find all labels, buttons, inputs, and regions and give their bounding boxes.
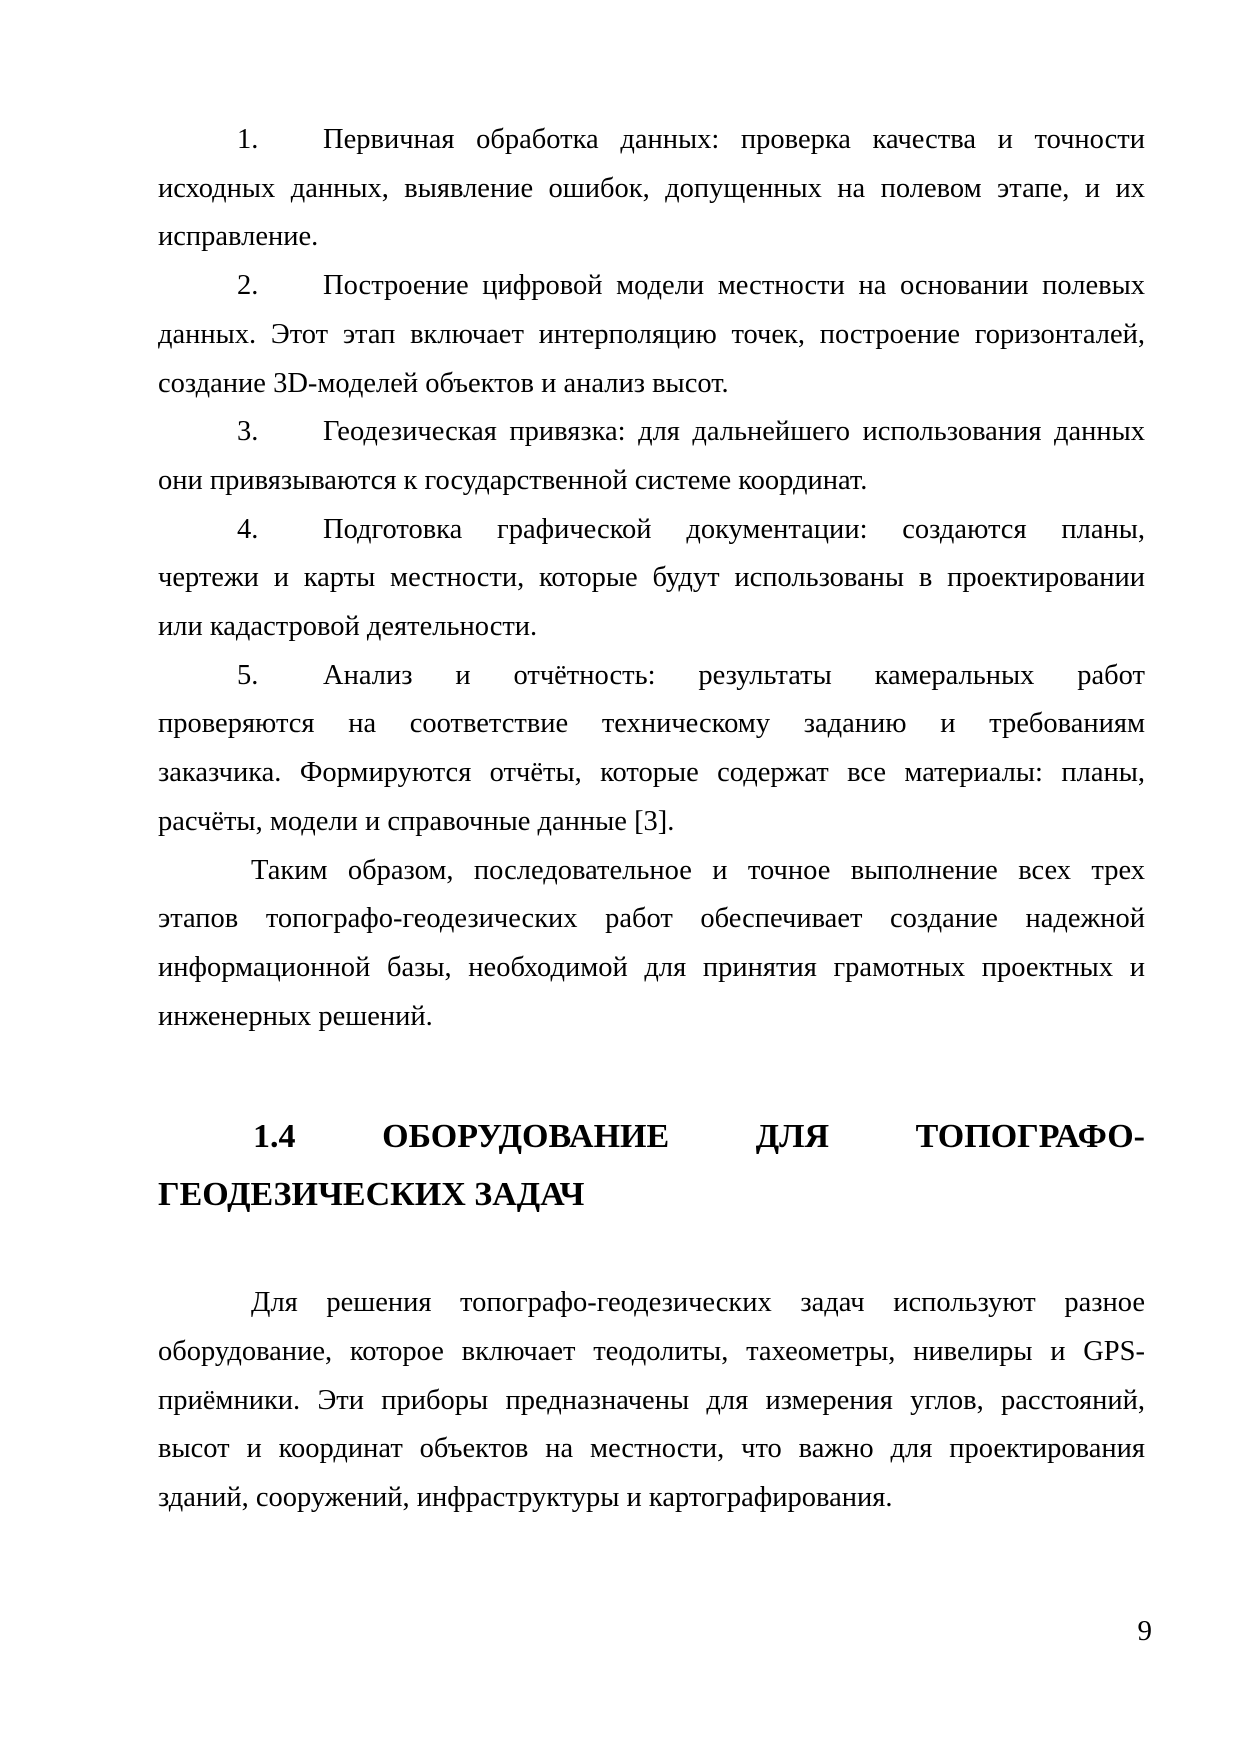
text-line xyxy=(158,408,1145,457)
list-item-text: Подготовка графической документации: создаются планы, xyxy=(323,513,1145,545)
text-line: проверяются на соответствие техническому заданию и требованиям xyxy=(158,708,1145,740)
text-line: 1.4 ОБОРУДОВАНИЕ ДЛЯ ТОПОГРАФО- xyxy=(253,1118,1145,1156)
list-number: 1. xyxy=(237,124,259,155)
list-item xyxy=(158,652,1145,847)
text-line: они привязываются к государственной системе координат. xyxy=(158,464,868,496)
paragraph xyxy=(158,1279,1145,1523)
list-number: 5. xyxy=(237,659,259,691)
paragraph xyxy=(158,847,1145,1042)
page-number: 9 xyxy=(1137,1615,1152,1647)
list-item-text: Построение цифровой модели местности на основании полевых xyxy=(323,270,1145,302)
text-line: заказчика. Формируются отчёты, которые содержат все материалы: планы, xyxy=(158,757,1145,789)
text-line: исправление. xyxy=(158,221,319,253)
text-line: данных. Этот этап включает интерполяцию точек, построение горизонталей, xyxy=(158,318,1145,350)
list-item xyxy=(158,116,1145,262)
text-line: создание 3D-моделей объектов и анализ высот. xyxy=(158,367,729,399)
text-line: исходных данных, выявление ошибок, допущенных на полевом этапе, и их xyxy=(158,172,1145,204)
text-line: ГЕОДЕЗИЧЕСКИХ ЗАДАЧ xyxy=(158,1176,585,1214)
list-item-text: Анализ и отчётность: результаты камеральных работ xyxy=(323,659,1145,691)
list-number: 4. xyxy=(237,513,259,545)
section-heading xyxy=(158,1108,1145,1224)
text-line: чертежи и карты местности, которые будут использованы в проектировании xyxy=(158,562,1145,594)
text-line: Таким образом, последовательное и точное выполнение всех трех xyxy=(251,854,1145,886)
list-number: 2. xyxy=(237,270,259,302)
list-item xyxy=(158,506,1145,652)
page-content xyxy=(158,116,1145,1523)
text-line xyxy=(158,116,1145,165)
text-line: информационной базы, необходимой для принятия грамотных проектных и xyxy=(158,951,1145,983)
text-line: или кадастровой деятельности. xyxy=(158,611,538,643)
text-line: приёмники. Эти приборы предназначены для измерения углов, расстояний, xyxy=(158,1384,1145,1416)
text-line: оборудование, которое включает теодолиты, тахеометры, нивелиры и GPS- xyxy=(158,1336,1145,1368)
text-line: этапов топографо-геодезических работ обеспечивает создание надежной xyxy=(158,903,1145,935)
list-item-text: Первичная обработка данных: проверка качества и точности xyxy=(323,124,1145,155)
list-item xyxy=(158,408,1145,505)
list-item xyxy=(158,262,1145,408)
text-line xyxy=(158,506,1145,555)
text-line xyxy=(158,652,1145,701)
text-line xyxy=(158,262,1145,311)
text-line: высот и координат объектов на местности, что важно для проектирования xyxy=(158,1433,1145,1465)
list-item-text: Геодезическая привязка: для дальнейшего использования данных xyxy=(323,416,1145,448)
text-line: Для решения топографо-геодезических задач используют разное xyxy=(251,1287,1145,1319)
text-line: инженерных решений. xyxy=(158,1000,433,1032)
list-number: 3. xyxy=(237,416,259,448)
text-line: расчёты, модели и справочные данные [3]. xyxy=(158,805,675,837)
text-line: зданий, сооружений, инфраструктуры и картографирования. xyxy=(158,1482,893,1514)
